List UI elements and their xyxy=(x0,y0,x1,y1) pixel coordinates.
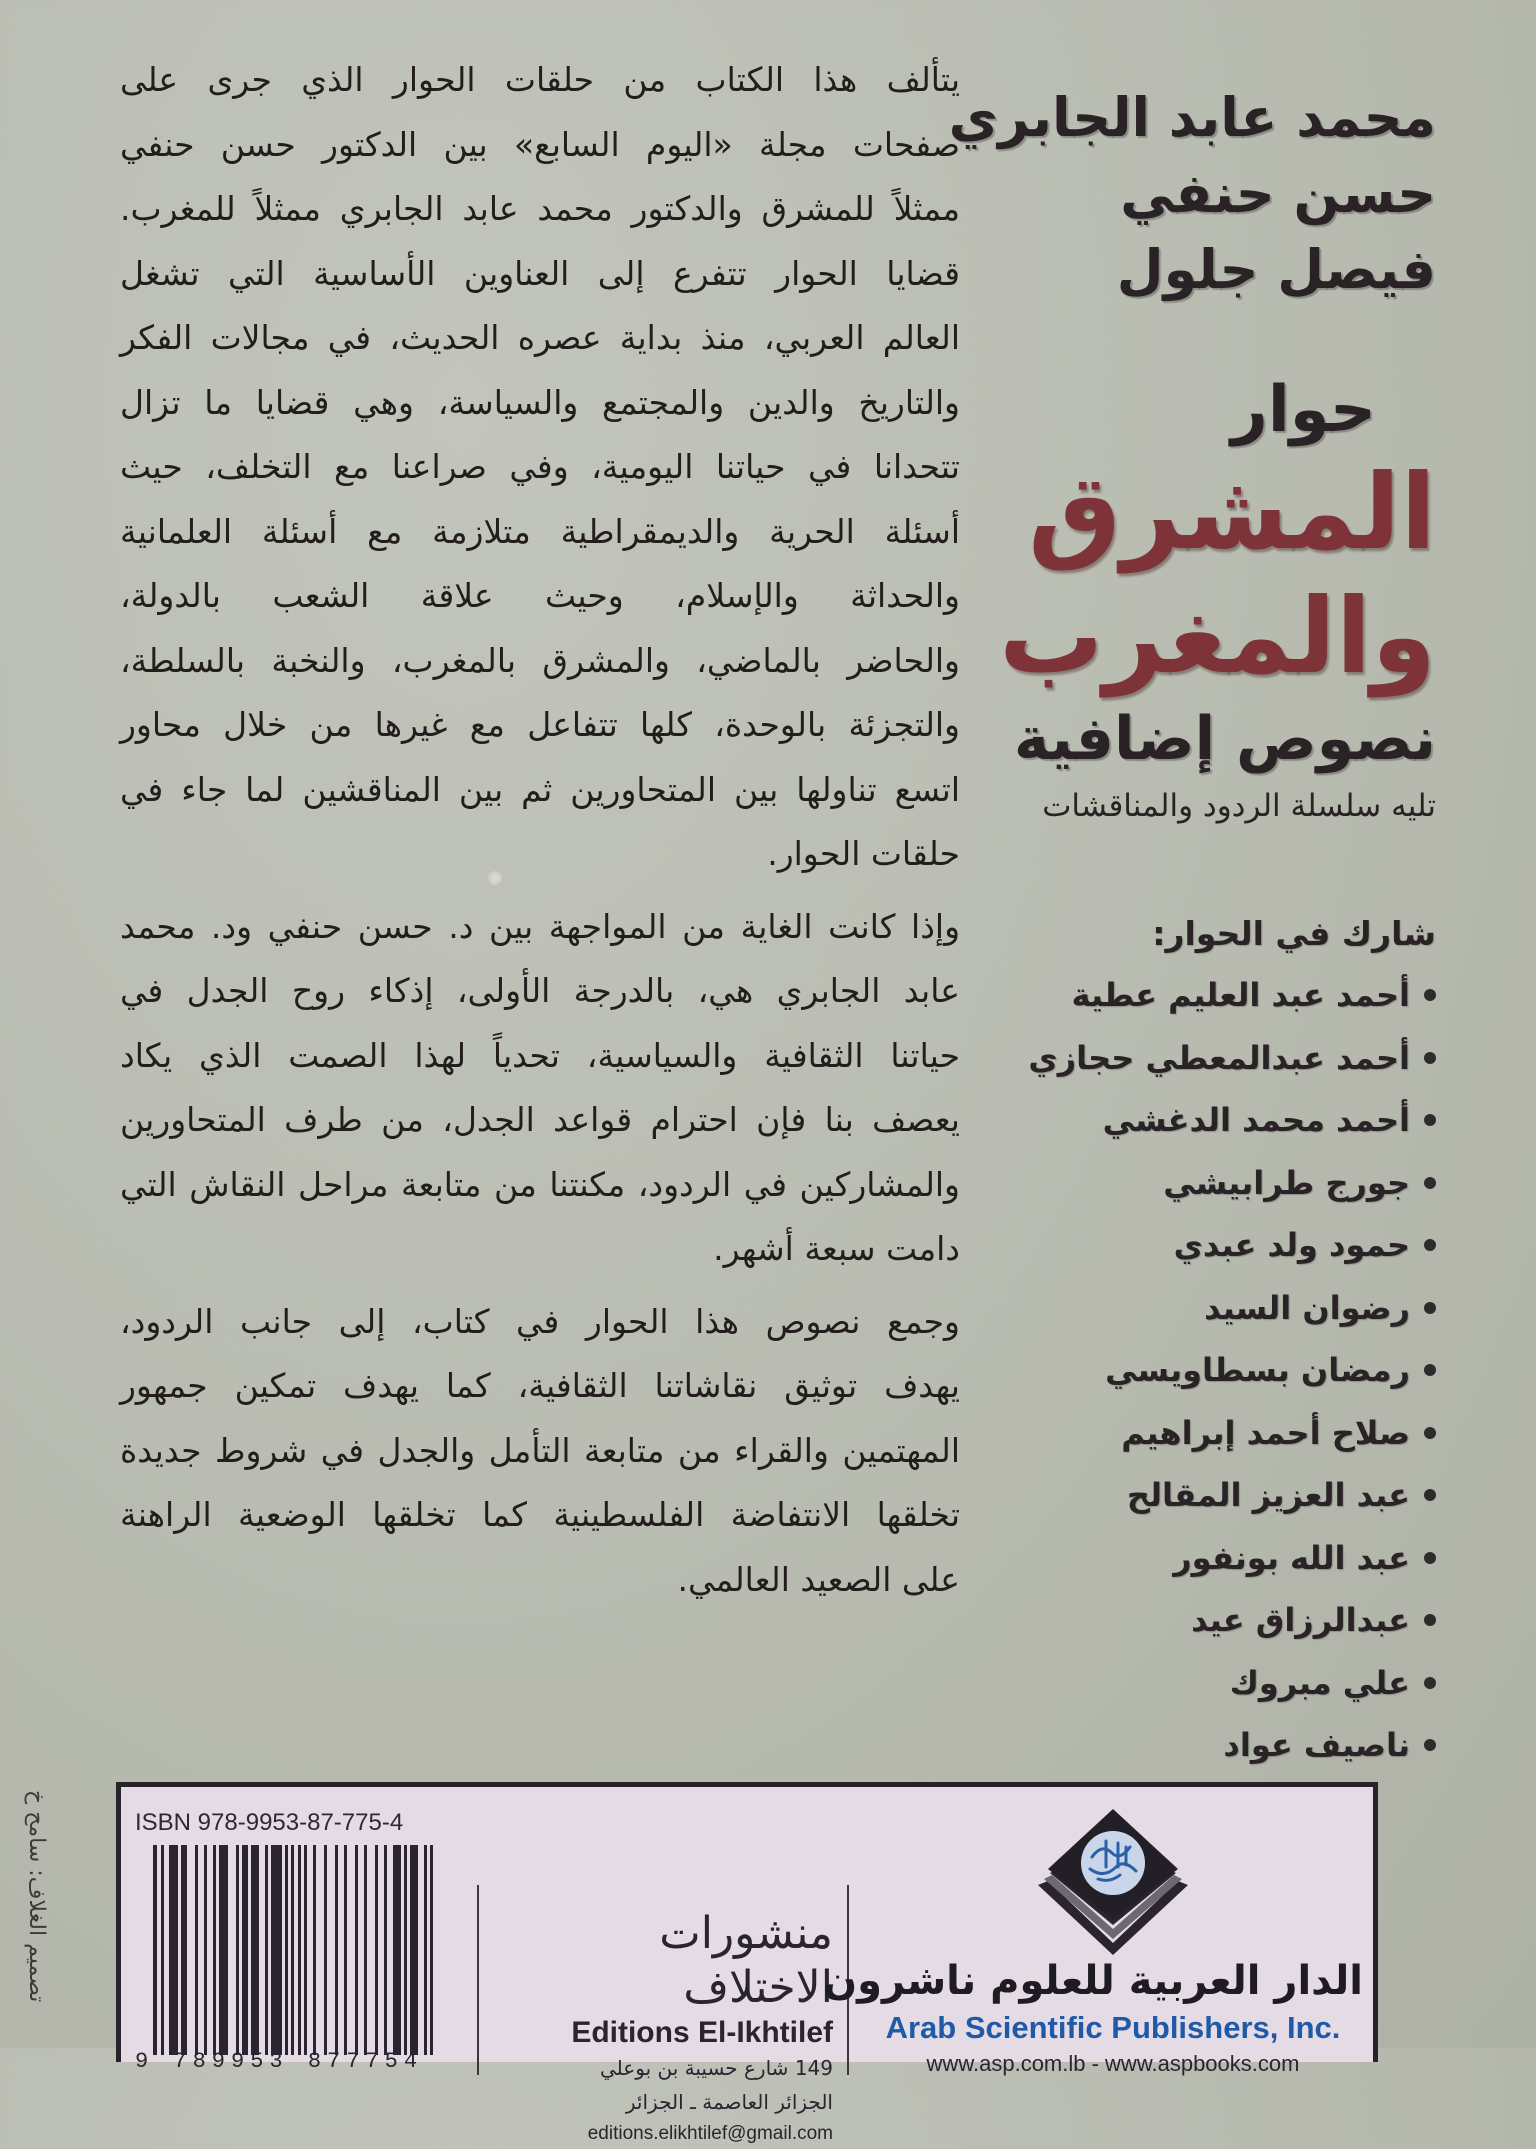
blurb-paragraph-1 xyxy=(120,48,960,887)
blurb-paragraph-2 xyxy=(120,895,960,1282)
list-item xyxy=(1016,1402,1436,1465)
paragraph-gap xyxy=(120,1282,960,1290)
asp-website-links: www.asp.com.lb - www.aspbooks.com xyxy=(926,2051,1300,2076)
list-item xyxy=(1016,964,1436,1027)
list-item xyxy=(1016,1089,1436,1152)
title-prefix: حوار xyxy=(1230,373,1376,447)
cover-scuff-mark xyxy=(488,870,502,886)
cover-design-credit-text: تصميم الغلاف: سامح خ xyxy=(24,1790,49,2003)
blurb-line: عابد الجابري هي، بالدرجة الأولى، إذكاء روح الجدل في xyxy=(120,971,960,1010)
participant-name: عبد الله بونفور xyxy=(1173,1538,1410,1577)
paragraph-gap xyxy=(120,887,960,895)
list-item xyxy=(1016,1589,1436,1652)
book-subtitle: نصوص إضافية xyxy=(1013,704,1436,774)
list-item xyxy=(1016,1277,1436,1340)
list-item xyxy=(1016,1339,1436,1402)
bullet-icon xyxy=(1424,989,1436,1001)
author-name: فيصل جلول xyxy=(1116,238,1436,301)
participant-name: أحمد عبد العليم عطية xyxy=(1071,976,1410,1014)
bullet-icon xyxy=(1424,1614,1436,1626)
participant-name: عبد العزيز المقالح xyxy=(1126,1476,1410,1514)
participant-name: عبدالرزاق عيد xyxy=(1191,1601,1410,1639)
blurb-line: العالم العربي، منذ بداية عصره الحديث، في مجالات الفكر xyxy=(120,318,960,357)
participants-heading: شارك في الحوار: xyxy=(1152,914,1436,953)
blurb-line: على الصعيد العالمي. xyxy=(677,1559,960,1599)
book-title-line-1: المشرق xyxy=(1028,451,1436,573)
blurb-line: حلقات الحوار. xyxy=(767,834,960,873)
participant-name: ناصيف عواد xyxy=(1223,1726,1410,1764)
blurb-line: وجمع نصوص هذا الحوار في كتاب، إلى جانب الردود، xyxy=(120,1301,960,1341)
bullet-icon xyxy=(1424,1177,1436,1189)
cover-design-credit xyxy=(18,1790,58,2048)
list-item xyxy=(1016,1652,1436,1715)
isbn-label: ISBN 978-9953-87-775-4 xyxy=(135,1809,404,1836)
panel-divider xyxy=(477,1885,479,2075)
blurb-line: يعصف بنا فإن احترام قواعد الجدل، من طرف المتحاورين xyxy=(120,1100,960,1139)
blurb-line: والحداثة والإسلام، وحيث علاقة الشعب بالدولة، xyxy=(120,576,960,615)
blurb-line: صفحات مجلة «اليوم السابع» بين الدكتور حسن حنفي xyxy=(120,124,960,164)
bullet-icon xyxy=(1424,1489,1436,1501)
participant-name: رمضان بسطاويسي xyxy=(1105,1351,1410,1389)
blurb-line: دامت سبعة أشهر. xyxy=(713,1229,960,1268)
bullet-icon xyxy=(1424,1364,1436,1376)
participant-name: حمود ولد عبدي xyxy=(1173,1226,1410,1264)
blurb-line: قضايا الحوار تتفرع إلى العناوين الأساسية التي تشغل xyxy=(120,253,960,293)
list-item xyxy=(1016,1027,1436,1090)
list-item xyxy=(1016,1527,1436,1590)
ikhtilef-email: editions.elikhtilef@gmail.com xyxy=(587,2123,833,2144)
list-item xyxy=(1016,1152,1436,1215)
publisher-panel xyxy=(116,1782,1378,2144)
author-name: حسن حنفي xyxy=(1120,162,1436,225)
ikhtilef-publisher-block xyxy=(497,1907,833,2149)
ikhtilef-english-name: Editions El-Ikhtilef xyxy=(571,2016,833,2049)
list-item xyxy=(1016,1464,1436,1527)
bullet-icon xyxy=(1424,1739,1436,1751)
blurb-line: وإذا كانت الغاية من المواجهة بين د. حسن حنفي ود. محمد xyxy=(120,906,960,946)
list-item xyxy=(1016,1714,1436,1777)
blurb-line: يهدف توثيق نقاشاتنا الثقافية، كما يهدف تمكين جمهور xyxy=(120,1366,960,1405)
participant-name: صلاح أحمد إبراهيم xyxy=(1121,1413,1410,1452)
list-item xyxy=(1016,1214,1436,1277)
blurb-line: أسئلة الحرية والديمقراطية متلازمة مع أسئلة العلمانية xyxy=(120,511,960,551)
ikhtilef-address-line-2: الجزائر العاصمة ـ الجزائر xyxy=(625,2090,833,2114)
bullet-icon xyxy=(1424,1239,1436,1251)
bullet-icon xyxy=(1424,1114,1436,1126)
bullet-icon xyxy=(1424,1052,1436,1064)
bullet-icon xyxy=(1424,1552,1436,1564)
blurb-paragraph-3 xyxy=(120,1290,960,1613)
back-cover-blurb xyxy=(120,48,960,1612)
ikhtilef-address-line-1: 149 شارع حسيبة بن بوعلي xyxy=(600,2056,833,2080)
book-title-block xyxy=(999,370,1436,832)
asp-english-name: Arab Scientific Publishers, Inc. xyxy=(885,2010,1341,2045)
blurb-line: حياتنا الثقافية والسياسية، تحدياً لهذا الصمت الذي يكاد xyxy=(120,1035,960,1075)
asp-logo-icon xyxy=(1028,1807,1198,1957)
asp-publisher-block xyxy=(822,1807,1363,2081)
blurb-line: تتحدانا في حياتنا اليومية، وفي صراعنا مع التخلف، حيث xyxy=(120,447,960,486)
bullet-icon xyxy=(1424,1302,1436,1314)
barcode-icon xyxy=(153,1845,433,2055)
bullet-icon xyxy=(1424,1427,1436,1439)
book-title-line-2: والمغرب xyxy=(999,575,1436,697)
participant-name: علي مبروك xyxy=(1229,1663,1410,1702)
asp-arabic-name: الدار العربية للعلوم ناشرون xyxy=(822,1958,1363,2004)
participant-name: أحمد عبدالمعطي حجازي xyxy=(1028,1038,1410,1077)
participant-name: أحمد محمد الدغشي xyxy=(1102,1101,1410,1139)
blurb-line: والمشاركين في الردود، مكنتنا من متابعة مراحل النقاش التي xyxy=(120,1164,960,1204)
blurb-line: والتجزئة بالوحدة، كلها تتفاعل مع غيرها من خلال محاور xyxy=(120,705,960,744)
author-name: محمد عابد الجابري xyxy=(948,86,1436,149)
participant-name: جورج طرابيشي xyxy=(1163,1163,1410,1202)
participants-section xyxy=(1016,904,1436,1777)
blurb-line: اتسع تناولها بين المتحاورين ثم بين المناقشين لما جاء في xyxy=(120,769,960,809)
blurb-line: والتاريخ والدين والمجتمع والسياسة، وهي قضايا ما تزال xyxy=(120,382,960,422)
blurb-line: ممثلاً للمشرق والدكتور محمد عابد الجابري ممثلاً للمغرب. xyxy=(120,189,960,228)
followed-by-note: تليه سلسلة الردود والمناقشات xyxy=(1042,788,1436,824)
barcode-digits: 9 789953 877754 xyxy=(135,2049,424,2074)
ikhtilef-arabic-name: منشورات الاختلاف xyxy=(659,1908,833,2013)
blurb-line: يتألف هذا الكتاب من حلقات الحوار الذي جرى على xyxy=(120,60,960,99)
blurb-line: تخلقها الانتفاضة الفلسطينية كما تخلقها الوضعية الراهنة xyxy=(120,1495,960,1534)
blurb-line: والحاضر بالماضي، والمشرق بالمغرب، والنخبة بالسلطة، xyxy=(120,640,960,680)
participant-name: رضوان السيد xyxy=(1204,1288,1410,1327)
blurb-line: المهتمين والقراء من متابعة التأمل والجدل في شروط جديدة xyxy=(120,1430,960,1470)
bullet-icon xyxy=(1424,1677,1436,1689)
author-list xyxy=(948,80,1436,308)
participants-list xyxy=(1016,964,1436,1777)
